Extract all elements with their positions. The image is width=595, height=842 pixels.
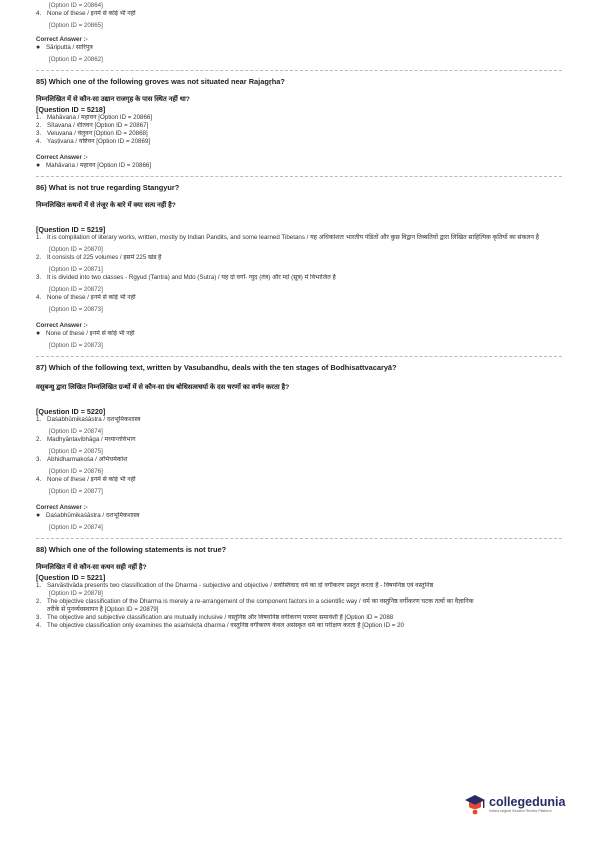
correct-answer-label: Correct Answer :- (36, 154, 88, 161)
option-id: [Option ID = 20875] (49, 448, 103, 455)
option-number: 3. (36, 130, 42, 137)
question-hindi: वसुबन्धु द्वारा लिखित निम्नलिखित ग्रन्थों में से कौन-सा ग्रंथ बोधिसत्वचर्या के दस चरणों का वर्णन करता है? (36, 384, 290, 391)
option-number: 2. (36, 436, 42, 443)
question-title: 85) Which one of the following groves was not situated near Rajagṛha? (36, 77, 285, 86)
question-title: 88) Which one of the following statements is not true? (36, 545, 227, 554)
option-item (36, 10, 562, 18)
option-id: [Option ID = 20862] (49, 56, 103, 63)
option-id: [Option ID = 20873] (49, 306, 103, 313)
question-hindi: निम्नलिखित में से कौन-सा कथन सही नहीं है? (36, 564, 147, 571)
option-item (36, 456, 562, 464)
option-item (36, 416, 562, 424)
option-number: 1. (36, 582, 42, 589)
option-item (36, 254, 562, 262)
option-item (36, 582, 562, 590)
option-number: 2. (36, 254, 42, 261)
logo-name: collegedunia (489, 795, 566, 809)
option-text: Daśabhūmikaśāstra / दशभूमिकशास्त्र (47, 416, 141, 423)
question-paper (36, 0, 562, 630)
option-text: None of these / इनमें से कोई भी नहीं (47, 476, 136, 483)
option-number: 2. (36, 598, 42, 605)
option-text: It is compilation of literary works, written, mostly by Indian Pandits, and some learned Tibetans / यह अधिकांशतः भारतीय पंडितों और कुछ विद्वान तिब्बतियों द्वारा लिखित साहित्यिक कृतियों का संकलन है (47, 234, 539, 241)
bullet-icon: ● (36, 330, 41, 337)
correct-answer (36, 44, 562, 52)
option-id: [Option ID = 20876] (49, 468, 103, 475)
option-text: The objective classification only examines the asaṁskṛta dharma / वस्तुनिष्ठ वर्गीकरण केवल असंस्कृत धर्म का परीक्षण करता है [Option ID = 20 (47, 622, 404, 629)
option-text: Sītavana / शीतवन [Option ID = 20867] (47, 122, 149, 129)
question-id: [Question ID = 5219] (36, 225, 106, 234)
option-number: 1. (36, 416, 42, 423)
bullet-icon: ● (36, 44, 41, 51)
correct-answer (36, 330, 562, 338)
option-item (36, 234, 562, 242)
bullet-icon: ● (36, 162, 41, 169)
option-number: 1. (36, 234, 42, 241)
option-text: None of these / इनमें से कोई भी नहीं (47, 294, 136, 301)
option-item (36, 274, 562, 282)
correct-answer-text: Daśabhūmikaśāstra / दशभूमिकशास्त्र (46, 512, 140, 519)
option-number: 2. (36, 122, 42, 129)
option-number: 1. (36, 114, 42, 121)
bullet-icon: ● (36, 512, 41, 519)
option-text: The objective classification of the Dharma is merely a re-arrangement of the component factors in a scientific way / धर्म का वस्तुनिष्ठ वर्गीकरण घटक तत्वों का वैज्ञानिक तरीके से पुनर्व्यवस्थापन है [Option ID = 20879] (47, 598, 474, 613)
option-item (36, 130, 562, 138)
correct-answer-label: Correct Answer :- (36, 36, 88, 43)
question-hindi: निम्नलिखित में से कौन-सा उद्यान राजगृह के पास स्थित नहीं था? (36, 96, 190, 103)
correct-answer-label: Correct Answer :- (36, 322, 88, 329)
question-id: [Question ID = 5220] (36, 407, 106, 416)
correct-answer-label: Correct Answer :- (36, 504, 88, 511)
option-item (36, 598, 476, 614)
correct-answer-text: Mahāvana / महावन [Option ID = 20866] (46, 162, 152, 169)
question-title: 86) What is not true regarding Stangyur? (36, 183, 180, 192)
option-text: It is divided into two classes - Rgyud (Tantra) and Mdo (Sutra) / यह दो वर्गों- ग्युद (तंत्र) और म्दो (सूत्र) में विभाजित है (47, 274, 336, 281)
option-number: 4. (36, 622, 42, 629)
option-number: 4. (36, 294, 42, 301)
collegedunia-logo[interactable] (465, 782, 585, 828)
option-id: [Option ID = 20873] (49, 342, 103, 349)
option-number: 3. (36, 614, 42, 621)
option-text: None of these / इनमें से कोई भी नहीं (47, 10, 136, 17)
question-title: 87) Which of the following text, written by Vasubandhu, deals with the ten stages of Bodhisattvacaryā? (36, 363, 397, 372)
option-text: Yaṣṭivana / यष्टिवन [Option ID = 20869] (47, 138, 151, 145)
option-id: [Option ID = 20870] (49, 246, 103, 253)
option-number: 3. (36, 456, 42, 463)
option-item (36, 476, 562, 484)
graduation-cap-icon (465, 793, 485, 817)
option-text: Madhyāntavibhāga / मध्यान्तविभाग (47, 436, 136, 443)
option-id: [Option ID = 20877] (49, 488, 103, 495)
question-id: [Question ID = 5221] (36, 573, 106, 582)
option-text: It consists of 225 volumes / इसमें 225 खंड हैं (47, 254, 162, 261)
correct-answer-text: None of these / इनमें से कोई भी नहीं (46, 330, 135, 337)
question-hindi: निम्नलिखित कथनों में से तंजूर के बारे में क्या सत्य नहीं है? (36, 202, 176, 209)
option-item (36, 622, 486, 630)
option-text: Veluvana / वेलुवन [Option ID = 20868] (47, 130, 148, 137)
option-number: 4. (36, 138, 42, 145)
option-item (36, 114, 562, 122)
option-item (36, 294, 562, 302)
logo-tagline: India's largest Student Review Platform (489, 809, 552, 813)
option-id: [Option ID = 20878] (49, 590, 103, 597)
option-item (36, 436, 562, 444)
correct-answer (36, 162, 562, 170)
option-item (36, 122, 562, 130)
question-id: [Question ID = 5218] (36, 105, 106, 114)
option-id: [Option ID = 20874] (49, 428, 103, 435)
option-text: Abhidharmakośa / अभिधर्मकोश (47, 456, 128, 463)
correct-answer (36, 512, 562, 520)
option-number: 3. (36, 274, 42, 281)
option-text: Sarvāstivāda presents two classification of the Dharma - subjective and objective / सर्वास्तिवाद धर्म का दो वर्गीकरण प्रस्तुत करता है - विषयनिष्ठ एवं वस्तुनिष्ठ (47, 582, 434, 589)
option-id: [Option ID = 20865] (49, 22, 103, 29)
option-item (36, 614, 486, 622)
option-id: [Option ID = 20872] (49, 286, 103, 293)
option-item (36, 138, 562, 146)
option-number: 4. (36, 476, 42, 483)
option-text: The objective and subjective classification are mutually inclusive / वस्तुनिष्ठ और विषयनिष्ठ वर्गीकरण परस्पर समावेशी हैं [Option ID = 2088 (47, 614, 394, 621)
correct-answer-text: Sāriputta / सारिपुत्र (46, 44, 93, 51)
option-id: [Option ID = 20874] (49, 524, 103, 531)
option-id: [Option ID = 20864] (49, 2, 103, 9)
option-text: Mahāvana / महावन [Option ID = 20866] (47, 114, 153, 121)
option-id: [Option ID = 20871] (49, 266, 103, 273)
option-number: 4. (36, 10, 42, 17)
